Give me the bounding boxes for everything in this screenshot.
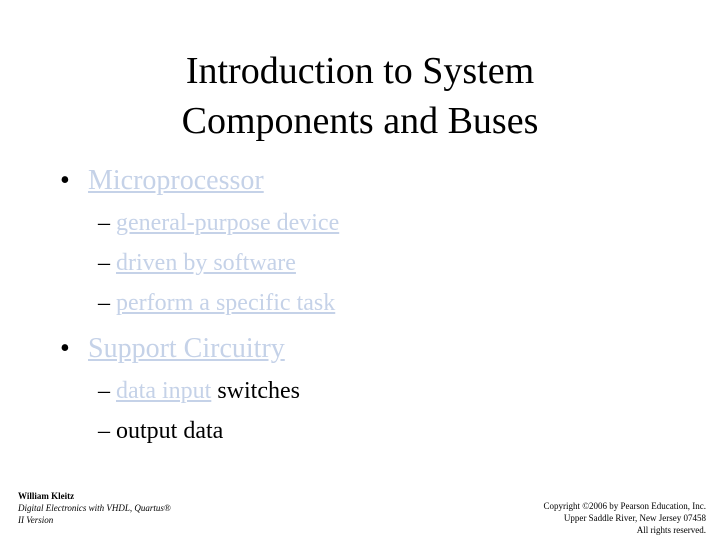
sub-bullet-specific-task [98,288,335,318]
title-line-1: Introduction to System [185,50,535,92]
bullet-marker: • [60,333,70,364]
bullet-marker: • [60,165,70,196]
dash-marker: – [98,378,110,404]
perform-specific-task-link[interactable]: perform a specific task [116,290,336,316]
dash-marker: – [98,210,110,236]
footer-copyright [543,500,706,536]
dash-marker: – [98,250,110,276]
sub-bullet-driven-by-software [98,248,296,278]
output-data-text: output data [116,418,224,444]
dash-marker: – [98,418,110,444]
microprocessor-link[interactable]: Microprocessor [88,165,264,196]
footer-author: William Kleitz [18,491,75,501]
copyright-line-3: All rights reserved. [636,525,706,535]
footer-book-info [18,490,171,526]
sub-bullet-general-purpose [98,208,339,238]
support-circuitry-link[interactable]: Support Circuitry [88,333,285,364]
copyright-line-2: Upper Saddle River, New Jersey 07458 [563,513,706,523]
copyright-line-1: Copyright ©2006 by Pearson Education, Inc. [543,501,706,511]
data-input-rest: switches [211,378,300,404]
footer-book-line-1: Digital Electronics with VHDL, Quartus® [18,503,171,513]
bullet-microprocessor [60,164,264,198]
sub-bullet-data-input [98,376,300,406]
driven-by-software-link[interactable]: driven by software [116,250,296,276]
dash-marker: – [98,290,110,316]
bullet-support-circuitry [60,332,285,366]
sub-bullet-output-data [98,416,223,446]
title-line-2: Components and Buses [181,100,539,142]
data-input-link[interactable]: data input [116,378,212,404]
general-purpose-device-link[interactable]: general-purpose device [116,210,340,236]
footer-book-line-2: II Version [18,515,54,525]
